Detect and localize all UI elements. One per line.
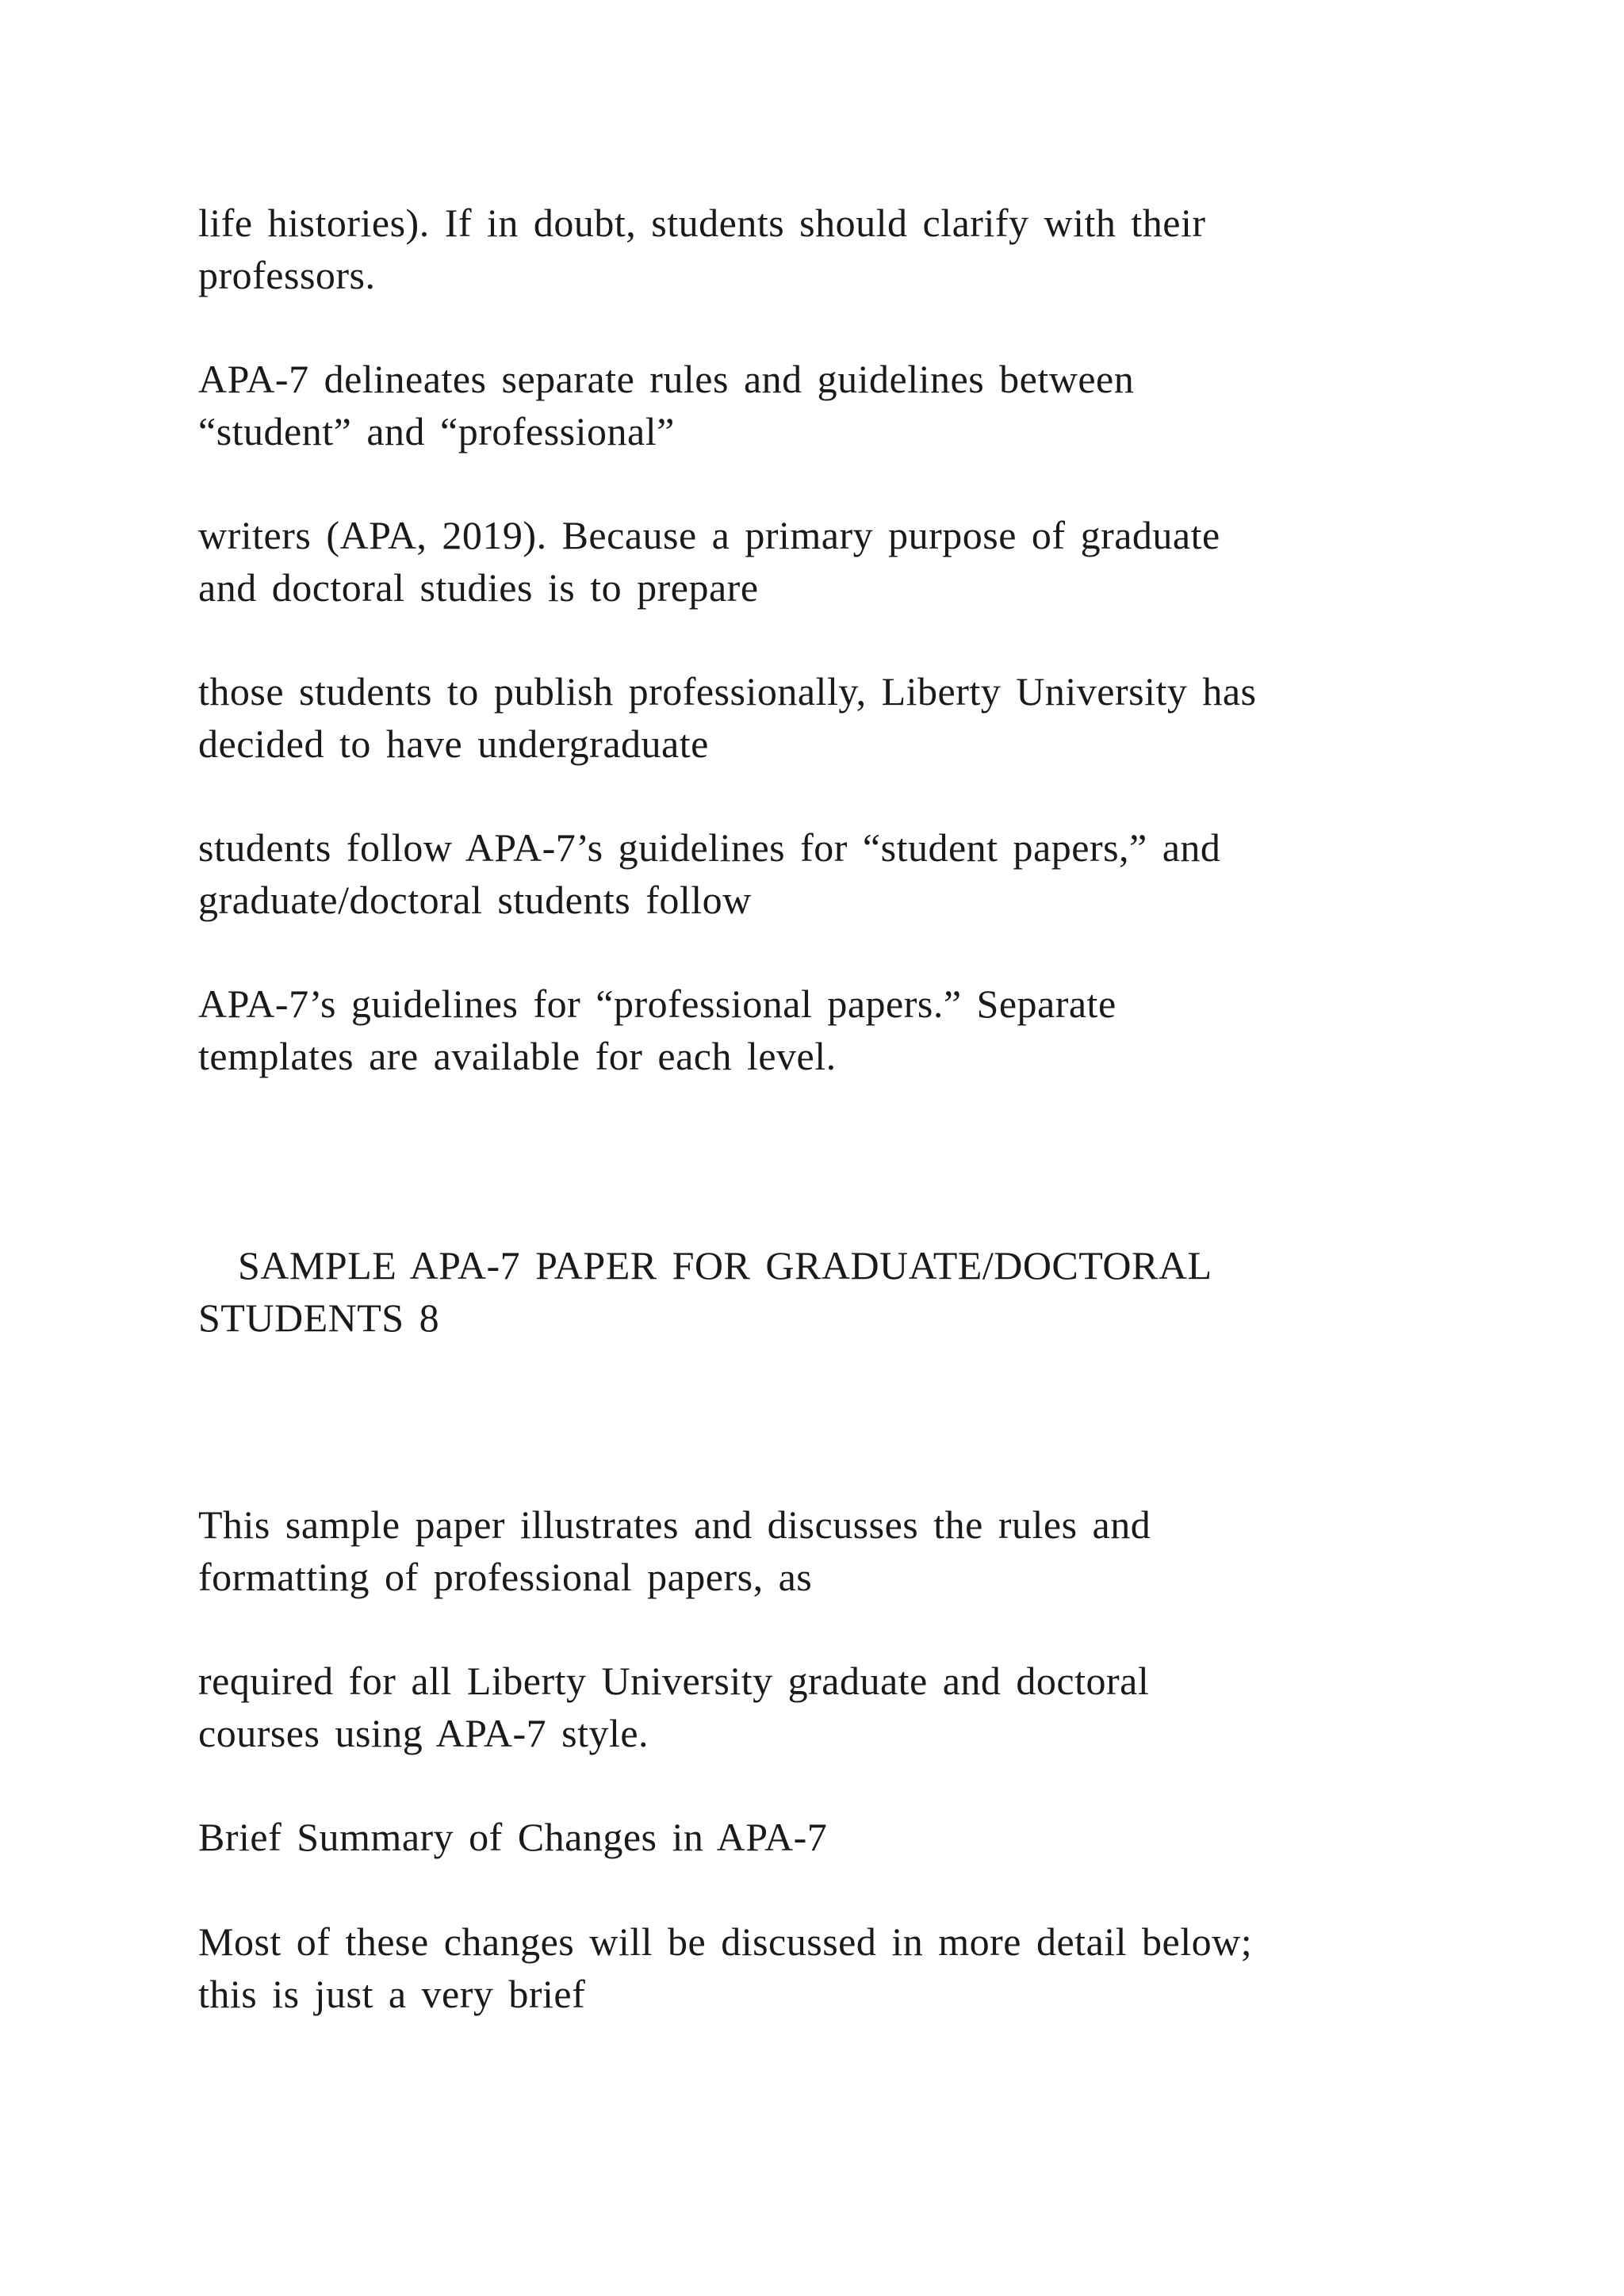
paragraph-7 — [198, 1498, 1499, 1603]
text-line: APA-7 delineates separate rules and guidelines between — [198, 357, 1135, 401]
paragraph-9 — [198, 1915, 1499, 2020]
text-line: life histories). If in doubt, students should clarify with their — [198, 201, 1206, 245]
text-line: formatting of professional papers, as — [198, 1555, 813, 1599]
section-heading — [198, 1811, 1499, 1863]
text-line: This sample paper illustrates and discusses the rules and — [198, 1502, 1151, 1547]
paragraph-3 — [198, 509, 1499, 614]
text-line: templates are available for each level. — [198, 1034, 837, 1078]
running-head — [198, 1239, 1499, 1344]
text-line: and doctoral studies is to prepare — [198, 565, 759, 610]
text-line: writers (APA, 2019). Because a primary purpose of graduate — [198, 513, 1220, 557]
text-line: “student” and “professional” — [198, 409, 675, 453]
paragraph-1 — [198, 197, 1499, 301]
text-line: students follow APA-7’s guidelines for “student papers,” and — [198, 825, 1221, 870]
paragraph-5 — [198, 821, 1499, 926]
running-head-title: SAMPLE APA-7 PAPER FOR GRADUATE/DOCTORAL — [238, 1243, 1212, 1288]
running-head-page-number: STUDENTS 8 — [198, 1295, 440, 1340]
paragraph-6 — [198, 978, 1499, 1082]
text-line: courses using APA-7 style. — [198, 1711, 649, 1755]
heading-text: Brief Summary of Changes in APA-7 — [198, 1815, 828, 1859]
text-line: decided to have undergraduate — [198, 721, 709, 766]
text-line: Most of these changes will be discussed in more detail below; — [198, 1919, 1253, 1964]
text-line: professors. — [198, 253, 376, 297]
paragraph-4 — [198, 665, 1499, 770]
text-line: this is just a very brief — [198, 1972, 586, 2016]
text-line: those students to publish professionally, Liberty University has — [198, 669, 1257, 714]
text-line: required for all Liberty University graduate and doctoral — [198, 1659, 1150, 1703]
text-line: APA-7’s guidelines for “professional papers.” Separate — [198, 982, 1116, 1026]
paragraph-2 — [198, 353, 1499, 457]
paragraph-8 — [198, 1655, 1499, 1759]
text-line: graduate/doctoral students follow — [198, 878, 752, 922]
